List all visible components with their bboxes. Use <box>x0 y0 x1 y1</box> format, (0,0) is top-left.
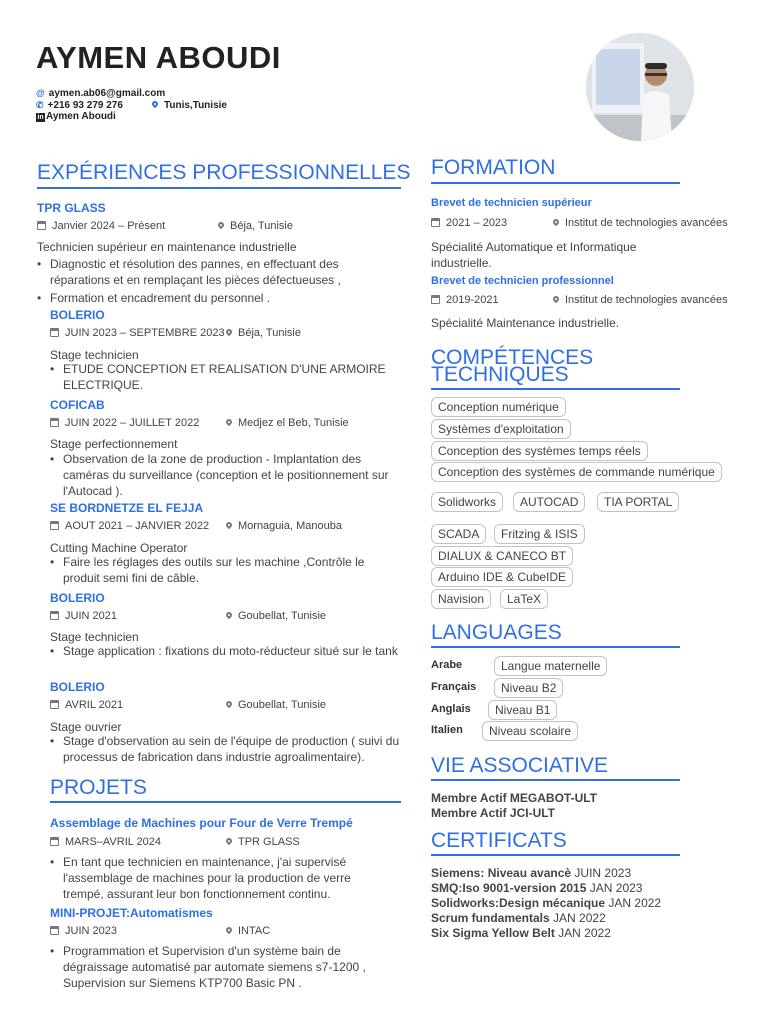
skills-section-title-line2: TECHNIQUES <box>431 363 569 386</box>
person-photo-icon <box>586 33 694 141</box>
entry-date: AVRIL 2021 <box>50 699 123 711</box>
calendar-icon <box>50 521 59 530</box>
formation-date: 2019-2021 <box>431 294 499 306</box>
entry-title: COFICAB <box>50 398 105 412</box>
entry-bullet: • Stage application : fixations du moto-réducteur situé sur le tank <box>63 643 401 659</box>
skill-tag: Systèmes d'exploitation <box>431 419 571 439</box>
linkedin-line <box>36 111 116 122</box>
certificates-section-title: CERTIFICATS <box>431 829 567 852</box>
email[interactable]: aymen.ab06@gmail.com <box>48 88 166 99</box>
location-icon <box>225 611 233 619</box>
skill-tag: Conception des systèmes temps réels <box>431 441 648 461</box>
entry-place: Goubellat, Tunisie <box>226 610 326 622</box>
calendar-icon <box>50 418 59 427</box>
entry-place: Goubellat, Tunisie <box>226 699 326 711</box>
entry-bullet: • Formation et encadrement du personnel . <box>50 290 360 306</box>
experience-divider <box>37 187 401 189</box>
certificates-divider <box>431 854 680 856</box>
entry-place: Mornaguia, Manouba <box>226 520 342 532</box>
entry-bullet: • Stage d'observation au sein de l'équipe de production ( suivi du processus de fabrication dans industrie agroalimentaire). <box>63 733 401 765</box>
entry-place: Béja, Tunisie <box>226 327 301 339</box>
candidate-name: AYMEN ABOUDI <box>36 40 281 75</box>
phone-icon: ✆ <box>36 100 44 110</box>
location-icon <box>225 521 233 529</box>
projects-divider <box>50 801 401 803</box>
entry-date: JUIN 2022 – JUILLET 2022 <box>50 417 199 429</box>
location-icon <box>225 926 233 934</box>
language-name: Italien <box>431 724 463 736</box>
entry-title: BOLERIO <box>50 680 105 694</box>
phone: +216 93 279 276 <box>47 100 123 111</box>
language-level: Langue maternelle <box>494 656 607 676</box>
calendar-icon <box>431 218 440 227</box>
at-icon: @ <box>36 88 45 98</box>
entry-date: JUIN 2023 – SEPTEMBRE 2023 <box>50 327 225 339</box>
entry-bullet: • Diagnostic et résolution des pannes, en effectuant des réparations et en remplaçant les pièces défectueuses , <box>50 256 360 288</box>
certificate-item: Solidworks:Design mécanique JAN 2022 <box>431 896 662 910</box>
certificate-item: SMQ:Iso 9001-version 2015 JAN 2023 <box>431 881 643 895</box>
location-icon <box>552 218 560 226</box>
calendar-icon <box>431 295 440 304</box>
formation-title: Brevet de technicien professionnel <box>431 275 614 287</box>
formation-place: Institut de technologies avancées <box>553 217 728 229</box>
associative-section-title: VIE ASSOCIATIVE <box>431 754 609 777</box>
skill-tag: AUTOCAD <box>513 492 585 512</box>
project-date: JUIN 2023 <box>50 925 117 937</box>
entry-date: Janvier 2024 – Prèsent <box>37 220 165 232</box>
location: Tunis,Tunisie <box>164 100 227 111</box>
associative-divider <box>431 779 680 781</box>
language-name: Arabe <box>431 659 463 671</box>
formation-desc: Spécialité Maintenance industrielle. <box>431 316 620 330</box>
calendar-icon <box>50 700 59 709</box>
project-title: MINI-PROJET:Automatismes <box>50 906 213 920</box>
linkedin-icon: in <box>37 114 44 121</box>
email-line <box>36 88 165 99</box>
projects-section-title: PROJETS <box>50 776 147 799</box>
calendar-icon <box>50 837 59 846</box>
entry-place: Béja, Tunisie <box>218 220 293 232</box>
skill-tag: SCADA <box>431 524 486 544</box>
experience-section-title: EXPÉRIENCES PROFESSIONNELLES <box>37 161 411 184</box>
location-icon <box>225 328 233 336</box>
entry-role: Stage ouvrier <box>50 720 122 734</box>
entry-title: SE BORDNETZE EL FEJJA <box>50 501 204 515</box>
formation-section-title: FORMATION <box>431 156 556 179</box>
languages-divider <box>431 646 680 648</box>
language-level: Niveau B1 <box>488 700 557 720</box>
location-icon <box>552 295 560 303</box>
calendar-icon <box>50 611 59 620</box>
entry-bullet: • ETUDE CONCEPTION ET REALISATION D'UNE ARMOIRE ELECTRIQUE. <box>63 361 401 393</box>
calendar-icon <box>50 328 59 337</box>
skill-tag: TIA PORTAL <box>597 492 679 512</box>
entry-date: AOUT 2021 – JANVIER 2022 <box>50 520 209 532</box>
languages-section-title: LANGUAGES <box>431 621 562 644</box>
language-name: Anglais <box>431 703 471 715</box>
entry-title: BOLERIO <box>50 308 105 322</box>
project-place: TPR GLASS <box>226 836 300 848</box>
language-name: Français <box>431 681 477 693</box>
entry-role: Stage perfectionnement <box>50 437 178 451</box>
calendar-icon <box>50 926 59 935</box>
project-place: INTAC <box>226 925 270 937</box>
certificate-item: Scrum fundamentals JAN 2022 <box>431 911 606 925</box>
calendar-icon <box>37 221 46 230</box>
language-level: Niveau B2 <box>494 678 563 698</box>
entry-title: BOLERIO <box>50 591 105 605</box>
skill-tag: Solidworks <box>431 492 503 512</box>
skills-section-title: COMPÉTENCES <box>431 346 594 369</box>
entry-role: Technicien supérieur en maintenance industrielle <box>37 240 297 254</box>
project-bullet: • Programmation et Supervision d'un système bain de dégraissage automatisé par automate siemens s7-1200 , Supervision sur Siemens KTP700 Basic PN . <box>63 943 389 991</box>
skill-tag: Arduino IDE & CubeIDE <box>431 567 573 587</box>
entry-bullet: • Observation de la zone de production - Implantation des caméras du surveillance (conception et le positionnement sur l'Autocad ). <box>63 451 389 499</box>
location-icon <box>217 221 225 229</box>
location-icon <box>225 418 233 426</box>
formation-title: Brevet de technicien supérieur <box>431 197 592 209</box>
entry-date: JUIN 2021 <box>50 610 117 622</box>
certificate-item: Siemens: Niveau avancè JUIN 2023 <box>431 866 632 880</box>
phone-line <box>36 100 123 111</box>
language-level: Niveau scolaire <box>482 721 578 741</box>
formation-date: 2021 – 2023 <box>431 217 507 229</box>
entry-role: Cutting Machine Operator <box>50 541 188 555</box>
location-icon <box>225 700 233 708</box>
skill-tag: Conception des systèmes de commande numérique <box>431 462 722 482</box>
entry-bullet: • Faire les réglages des outils sur les machine ,Contrôle le produit semi fini de câble. <box>63 554 389 586</box>
skill-tag: DIALUX & CANECO BT <box>431 546 573 566</box>
location-line <box>152 100 227 111</box>
skill-tag: Fritzing & ISIS <box>494 524 585 544</box>
formation-place: Institut de technologies avancées <box>553 294 728 306</box>
profile-photo <box>586 33 694 141</box>
skills-divider <box>431 388 680 390</box>
entry-role: Stage technicien <box>50 348 139 362</box>
location-icon <box>225 837 233 845</box>
skill-tag: Navision <box>431 589 491 609</box>
entry-title: TPR GLASS <box>37 201 106 215</box>
associative-item: Membre Actif MEGABOT-ULT <box>431 791 598 805</box>
location-icon <box>151 100 159 108</box>
skill-tag: LaTeX <box>500 589 548 609</box>
formation-desc: Spécialité Automatique et Informatique industrielle. <box>431 240 637 270</box>
associative-item: Membre Actif JCI-ULT <box>431 806 556 820</box>
project-date: MARS–AVRIL 2024 <box>50 836 161 848</box>
linkedin[interactable]: Aymen Aboudi <box>46 111 116 122</box>
project-bullet: • En tant que technicien en maintenance, j'ai supervisé l'assemblage de machines pour la production de verre trempé, assurant leur bon fonctionnement continu. <box>63 854 383 902</box>
entry-role: Stage technicien <box>50 630 139 644</box>
formation-divider <box>431 182 680 184</box>
skill-tag: Conception numérique <box>431 397 566 417</box>
entry-place: Medjez el Beb, Tunisie <box>226 417 349 429</box>
project-title: Assemblage de Machines pour Four de Verre Trempé <box>50 816 353 830</box>
certificate-item: Six Sigma Yellow Belt JAN 2022 <box>431 926 611 940</box>
